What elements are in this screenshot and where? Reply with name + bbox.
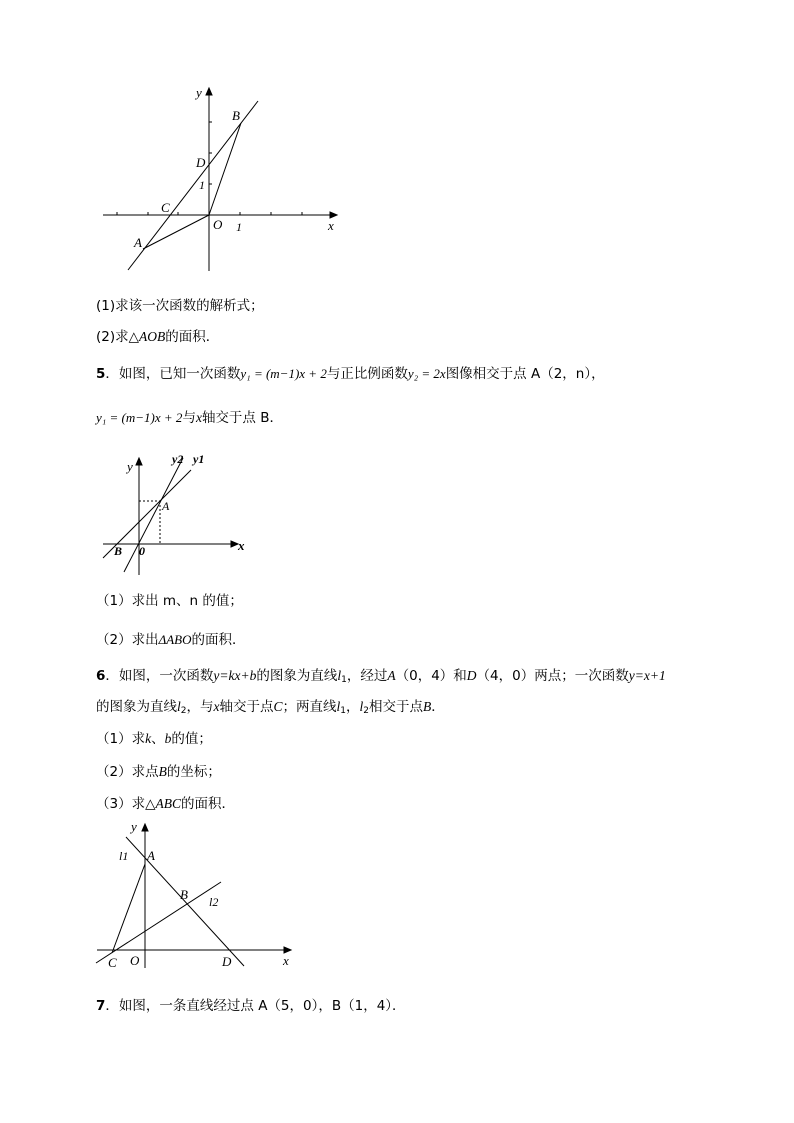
point-B-label: B [232, 108, 240, 123]
q6-part2: （2）求点B的坐标； [96, 764, 221, 780]
x-tick-1-label: 1 [236, 220, 242, 234]
point-C-label: C [108, 955, 117, 970]
q6-stem-line1: 6．如图，一次函数y=kx+b的图象为直线$l_1$，经过A（0，4）和D（4，0）两点；一次函数y=x+1 [96, 668, 666, 685]
y-tick-1-label: 1 [199, 178, 205, 192]
label-l1: l1 [119, 849, 129, 863]
q5-eq-y1: y₁ = (m−1)x + 2 [240, 366, 327, 381]
q7-stem: 7．如图，一条直线经过点 A（5，0），B（1，4）． [96, 998, 406, 1014]
q5-stem-line2: y₁ = (m−1)x + 2与x轴交于点 B． [96, 410, 283, 426]
point-B-label: B [114, 544, 123, 558]
y-axis-label: y [196, 85, 202, 100]
point-D-label: D [222, 954, 232, 969]
q5-stem-line1: 5．如图，已知一次函数y₁ = (m−1)x + 2与正比例函数y₂ = 2x图像相交于点 A（2，n）， [96, 366, 605, 382]
x-axis-label: x [328, 218, 334, 233]
line-l2 [96, 882, 221, 963]
q5-part2: （2）求出ΔABO的面积． [96, 632, 246, 648]
y-axis-label: y [131, 819, 137, 834]
label-l2: l2 [209, 895, 219, 909]
segment-CA [112, 864, 145, 953]
q5-number: 5 [96, 366, 106, 382]
origin-label: 0 [139, 544, 145, 558]
q5-eq-y2: y₂ = 2x [407, 366, 446, 381]
q6-part1: （1）求k、b的值； [96, 731, 212, 747]
q7-number: 7 [96, 998, 106, 1014]
q5-part1: （1）求出 m、n 的值； [96, 593, 243, 609]
point-A-label: A [147, 848, 155, 863]
point-C-label: C [161, 200, 170, 215]
y-axis-label: y [127, 459, 133, 474]
q6-part3: （3）求△ABC的面积． [96, 796, 235, 812]
q6-number: 6 [96, 668, 106, 684]
origin-label: O [130, 953, 140, 968]
q6-stem-line2: 的图象为直线$l_2$，与x轴交于点C；两直线$l_1$，$l_2$相交于点B． [96, 699, 445, 716]
origin-label: O [213, 217, 223, 232]
point-A-label: A [134, 235, 142, 250]
label-y1: y1 [193, 452, 205, 466]
point-D-label: D [196, 155, 206, 170]
x-axis-label: x [238, 538, 245, 553]
x-axis-label: x [283, 953, 289, 968]
point-B-label: B [180, 887, 188, 902]
q4-part1: (1)求该一次函数的解析式； [96, 298, 264, 314]
point-A-label: A [162, 499, 170, 513]
label-y2: y2 [172, 452, 184, 466]
q4-part2: (2)求△AOB的面积． [96, 329, 220, 345]
